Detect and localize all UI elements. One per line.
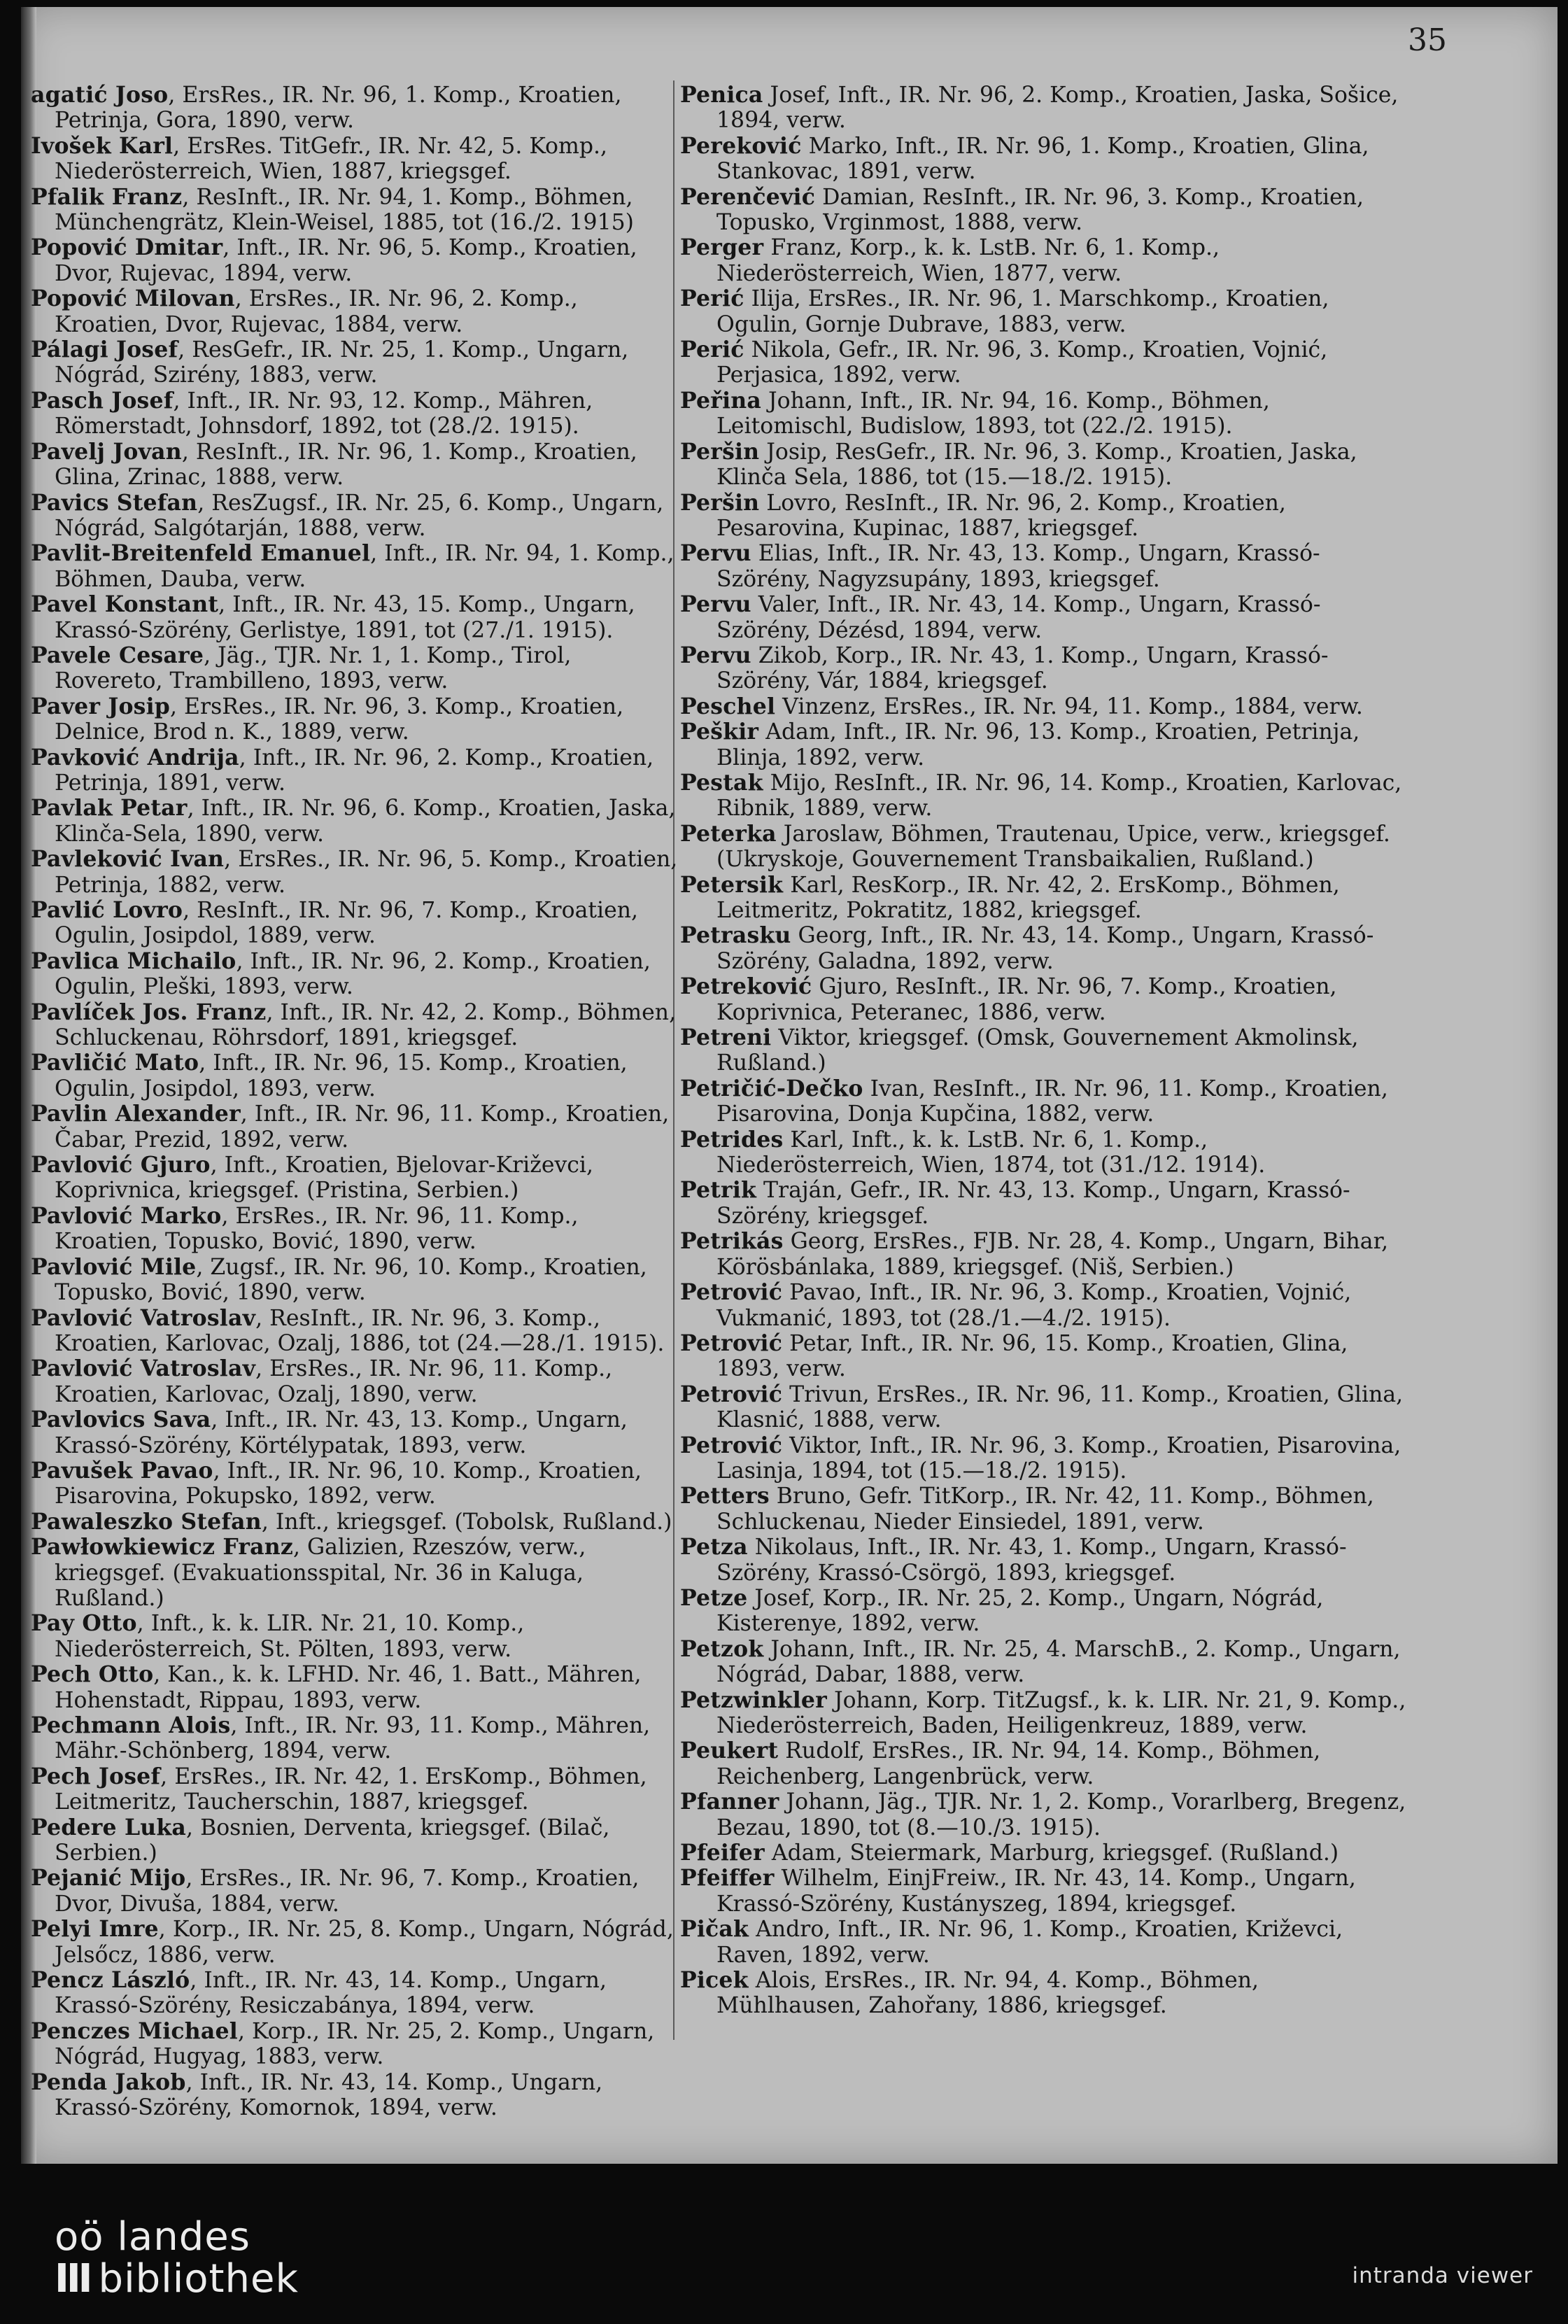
- entry-details: Georg, ErsRes., FJB. Nr. 28, 4. Komp., Ungarn, Bihar, Körösbánlaka, 1889, kriegsgef. (Niš, Serbien.): [716, 1229, 1389, 1280]
- entry-details: , ResInft., IR. Nr. 96, 3. Komp., Kroatien, Karlovac, Ozalj, 1886, tot (24.—28./1. 1915).: [55, 1305, 665, 1356]
- register-entry: [31, 439, 681, 491]
- entry-surname: Petrikás: [680, 1228, 784, 1255]
- register-entry: [680, 337, 1408, 388]
- entry-surname: Pavlović Gjuro: [31, 1152, 211, 1178]
- register-entry: [31, 1917, 681, 1968]
- register-entry: [680, 491, 1408, 542]
- register-entry: [31, 1407, 681, 1458]
- entry-details: Nikolaus, Inft., IR. Nr. 43, 1. Komp., Ungarn, Krassó-Szörény, Krassó-Csörgö, 1893, kriegsgef.: [716, 1535, 1347, 1586]
- register-entry: [680, 134, 1408, 185]
- entry-surname: Pavlica Michailo: [31, 948, 236, 974]
- register-entry: [680, 1382, 1408, 1433]
- register-entry: [680, 873, 1408, 924]
- entry-surname: Perić: [680, 286, 744, 312]
- entry-details: , Inft., IR. Nr. 96, 15. Komp., Kroatien, Ogulin, Josipdol, 1893, verw.: [55, 1050, 628, 1101]
- entry-surname: Peukert: [680, 1738, 779, 1764]
- register-entry: [680, 1917, 1408, 1968]
- logo-text-line-1: oö landes: [55, 2214, 250, 2260]
- entry-surname: Pavlović Marko: [31, 1202, 222, 1229]
- entry-details: Traján, Gefr., IR. Nr. 43, 13. Komp., Ungarn, Krassó-Szörény, kriegsgef.: [716, 1178, 1350, 1229]
- register-entry: [680, 1076, 1408, 1127]
- register-entry: [680, 1738, 1408, 1789]
- entry-surname: Petrović: [680, 1279, 783, 1306]
- entry-surname: Pfalik Franz: [31, 183, 183, 210]
- register-entry: [680, 1280, 1408, 1331]
- register-entry: [680, 185, 1408, 236]
- entry-surname: Perić: [680, 337, 744, 363]
- entry-details: , Inft., IR. Nr. 43, 15. Komp., Ungarn, Krassó-Szörény, Gerlistye, 1891, tot (27./1. 1915).: [55, 592, 635, 643]
- entry-details: , Inft., IR. Nr. 43, 14. Komp., Ungarn, Krassó-Szörény, Komornok, 1894, verw.: [55, 2069, 603, 2121]
- entry-details: , ResInft., IR. Nr. 96, 7. Komp., Kroatien, Ogulin, Josipdol, 1889, verw.: [55, 898, 639, 949]
- register-entry: [31, 592, 681, 643]
- entry-surname: Pechmann Alois: [31, 1712, 231, 1738]
- entry-details: Gjuro, ResInft., IR. Nr. 96, 7. Komp., Kroatien, Koprivnica, Peteranec, 1886, verw.: [716, 974, 1337, 1025]
- entry-details: , ResInft., IR. Nr. 94, 1. Komp., Böhmen, Münchengrätz, Klein-Weisel, 1885, tot (16./2. 1915): [55, 184, 634, 236]
- entry-surname: Pavel Konstant: [31, 591, 219, 618]
- entry-details: , Inft., IR. Nr. 43, 14. Komp., Ungarn, Krassó-Szörény, Resiczabánya, 1894, verw.: [55, 1968, 607, 2019]
- register-entry: [680, 974, 1408, 1025]
- entry-details: Johann, Inft., IR. Nr. 94, 16. Komp., Böhmen, Leitomischl, Budislow, 1893, tot (22./2. 1915).: [716, 388, 1270, 439]
- entry-details: Nikola, Gefr., IR. Nr. 96, 3. Komp., Kroatien, Vojnić, Perjasica, 1892, verw.: [716, 337, 1328, 388]
- register-entry: [680, 83, 1408, 134]
- entry-surname: Penda Jakob: [31, 2069, 186, 2095]
- register-entry: [31, 1662, 681, 1713]
- entry-surname: Pawłowkiewicz Franz: [31, 1534, 293, 1561]
- entry-details: Johann, Jäg., TJR. Nr. 1, 2. Komp., Vorarlberg, Bregenz, Bezau, 1890, tot (8.—10./3. 1915).: [716, 1789, 1406, 1840]
- entry-surname: Petrović: [680, 1381, 783, 1407]
- entry-surname: Pestak: [680, 769, 763, 796]
- entry-details: Ilija, ErsRes., IR. Nr. 96, 1. Marschkomp., Kroatien, Ogulin, Gornje Dubrave, 1883, verw.: [716, 286, 1329, 337]
- entry-surname: Pfeiffer: [680, 1865, 775, 1892]
- entry-details: Trivun, ErsRes., IR. Nr. 96, 11. Komp., Kroatien, Glina, Klasnić, 1888, verw.: [716, 1381, 1404, 1433]
- entry-details: Damian, ResInft., IR. Nr. 96, 3. Komp., Kroatien, Topusko, Vrginmost, 1888, verw.: [716, 184, 1364, 236]
- register-entry: [31, 1153, 681, 1204]
- entry-surname: Pičak: [680, 1916, 749, 1943]
- entry-details: Pavao, Inft., IR. Nr. 96, 3. Komp., Kroatien, Vojnić, Vukmanić, 1893, tot (28./1.—4./2. 1915).: [716, 1280, 1352, 1331]
- register-entry: [31, 1968, 681, 2019]
- entry-details: , ResInft., IR. Nr. 96, 1. Komp., Kroatien, Glina, Zrinac, 1888, verw.: [55, 439, 637, 491]
- entry-details: Vinzenz, ErsRes., IR. Nr. 94, 11. Komp., 1884, verw.: [775, 693, 1363, 719]
- entry-details: , ErsRes., IR. Nr. 96, 5. Komp., Kroatien, Petrinja, 1882, verw.: [55, 847, 678, 898]
- entry-details: Zikob, Korp., IR. Nr. 43, 1. Komp., Ungarn, Krassó-Szörény, Vár, 1884, kriegsgef.: [716, 642, 1329, 694]
- entry-details: Petar, Inft., IR. Nr. 96, 15. Komp., Kroatien, Glina, 1893, verw.: [716, 1330, 1348, 1382]
- entry-details: , Inft., IR. Nr. 93, 11. Komp., Mähren, Mähr.-Schönberg, 1894, verw.: [55, 1713, 651, 1764]
- register-entry: [680, 388, 1408, 439]
- register-entry: [680, 719, 1408, 770]
- entry-details: Alois, ErsRes., IR. Nr. 94, 4. Komp., Böhmen, Mühlhausen, Zahořany, 1886, kriegsgef.: [716, 1968, 1259, 2019]
- entry-details: , Inft., IR. Nr. 93, 12. Komp., Mähren, Römerstadt, Johnsdorf, 1892, tot (28./2. 1915).: [55, 388, 593, 439]
- entry-surname: Pervu: [680, 642, 751, 668]
- register-entry: [680, 1229, 1408, 1280]
- entry-surname: Pech Josef: [31, 1763, 161, 1789]
- register-entry: [680, 1331, 1408, 1382]
- register-entry: [31, 541, 681, 592]
- entry-details: Elias, Inft., IR. Nr. 43, 13. Komp., Ungarn, Krassó-Szörény, Nagyzsupány, 1893, kriegsgef.: [716, 541, 1320, 592]
- entry-surname: Peterka: [680, 820, 777, 847]
- register-entry: [680, 1968, 1408, 2019]
- entry-details: , ResZugsf., IR. Nr. 25, 6. Komp., Ungarn, Nógrád, Salgótarján, 1888, verw.: [55, 490, 664, 541]
- register-entry: [680, 1025, 1408, 1076]
- entry-details: Jaroslaw, Böhmen, Trautenau, Upice, verw., kriegsgef. (Ukryskoje, Gouvernement Transbaikalien, Rußland.): [716, 821, 1390, 873]
- entry-details: , ErsRes., IR. Nr. 96, 3. Komp., Kroatien, Delnice, Brod n. K., 1889, verw.: [55, 693, 624, 745]
- entry-surname: Pavušek Pavao: [31, 1457, 213, 1484]
- entry-details: , ResGefr., IR. Nr. 25, 1. Komp., Ungarn, Nógrád, Szirény, 1883, verw.: [55, 337, 629, 388]
- register-entry: [31, 491, 681, 542]
- register-entry: [31, 694, 681, 745]
- entry-surname: Pavlak Petar: [31, 795, 188, 822]
- entry-surname: Pay Otto: [31, 1610, 137, 1637]
- entry-details: , Inft., IR. Nr. 43, 13. Komp., Ungarn, Krassó-Szörény, Körtélypatak, 1893, verw.: [55, 1407, 628, 1458]
- register-entry: [680, 643, 1408, 694]
- register-entry: [680, 1433, 1408, 1484]
- entry-surname: Petze: [680, 1584, 748, 1611]
- register-entry: [31, 1815, 681, 1866]
- entry-surname: Pavlíček Jos. Franz: [31, 999, 267, 1025]
- register-entry: [31, 1509, 681, 1535]
- entry-details: , Inft., IR. Nr. 94, 1. Komp., Böhmen, Dauba, verw.: [55, 541, 674, 592]
- entry-surname: Petzok: [680, 1635, 764, 1662]
- register-entry: [31, 185, 681, 236]
- logo-text-bibliothek: bibliothek: [98, 2256, 299, 2302]
- register-entry: [680, 1178, 1408, 1229]
- entry-surname: Paver Josip: [31, 693, 170, 719]
- entry-surname: Pavlin Alexander: [31, 1101, 241, 1127]
- entry-surname: Pálagi Josef: [31, 337, 178, 363]
- register-entry: [31, 1204, 681, 1255]
- register-entry: [31, 1764, 681, 1815]
- register-entry: [680, 541, 1408, 592]
- register-entry: [31, 337, 681, 388]
- entry-details: , Inft., Kroatien, Bjelovar-Križevci, Koprivnica, kriegsgef. (Pristina, Serbien.): [55, 1153, 593, 1204]
- register-entry: [680, 1789, 1408, 1840]
- entry-details: , Korp., IR. Nr. 25, 8. Komp., Ungarn, Nógrád, Jelsőcz, 1886, verw.: [55, 1917, 674, 1968]
- entry-surname: Pereković: [680, 132, 802, 159]
- entry-details: , ErsRes., IR. Nr. 96, 2. Komp., Kroatien, Dvor, Rujevac, 1884, verw.: [55, 286, 578, 337]
- register-entry: [680, 439, 1408, 491]
- entry-surname: Pedere Luka: [31, 1814, 187, 1840]
- entry-details: Andro, Inft., IR. Nr. 96, 1. Komp., Kroatien, Križevci, Raven, 1892, verw.: [716, 1917, 1343, 1968]
- entry-surname: Pfeifer: [680, 1840, 765, 1866]
- entry-surname: Pavlić Lovro: [31, 897, 183, 923]
- entry-surname: Petza: [680, 1534, 748, 1561]
- entry-surname: Peřina: [680, 387, 761, 414]
- entry-details: Josip, ResGefr., IR. Nr. 96, 3. Komp., Kroatien, Jaska, Klinča Sela, 1886, tot (15.—18./2. 1915).: [716, 439, 1357, 491]
- entry-details: , Inft., IR. Nr. 96, 5. Komp., Kroatien, Dvor, Rujevac, 1894, verw.: [55, 235, 637, 286]
- entry-details: Rudolf, ErsRes., IR. Nr. 94, 14. Komp., Böhmen, Reichenberg, Langenbrück, verw.: [716, 1738, 1321, 1789]
- entry-details: , ErsRes., IR. Nr. 42, 1. ErsKomp., Böhmen, Leitmeritz, Taucherschin, 1887, kriegsgef.: [55, 1763, 647, 1815]
- entry-details: Marko, Inft., IR. Nr. 96, 1. Komp., Kroatien, Glina, Stankovac, 1891, verw.: [716, 133, 1369, 185]
- register-entry: [31, 643, 681, 694]
- register-entry: [31, 1866, 681, 1917]
- entry-surname: Penczes Michael: [31, 2017, 238, 2044]
- register-entry: [680, 1535, 1408, 1586]
- entry-surname: Perger: [680, 234, 764, 261]
- entry-surname: Petters: [680, 1483, 770, 1509]
- page-number: 35: [1408, 22, 1447, 58]
- entry-surname: Petrides: [680, 1126, 784, 1153]
- register-entry: [680, 694, 1408, 719]
- register-entry: [680, 923, 1408, 974]
- library-logo[interactable]: [55, 2214, 299, 2302]
- entry-details: Karl, Inft., k. k. LstB. Nr. 6, 1. Komp., Niederösterreich, Wien, 1874, tot (31./12. 1914).: [716, 1127, 1266, 1178]
- entry-surname: Pejanić Mijo: [31, 1865, 186, 1892]
- entry-details: , Inft., IR. Nr. 96, 10. Komp., Kroatien, Pisarovina, Pokupsko, 1892, verw.: [55, 1458, 642, 1509]
- entry-surname: Peršin: [680, 438, 760, 465]
- entry-details: , Zugsf., IR. Nr. 96, 10. Komp., Kroatien, Topusko, Bović, 1890, verw.: [55, 1254, 647, 1306]
- entry-surname: Pasch Josef: [31, 387, 174, 414]
- entry-details: Viktor, Inft., IR. Nr. 96, 3. Komp., Kroatien, Pisarovina, Lasinja, 1894, tot (15.—18./2. 1915).: [716, 1432, 1401, 1484]
- register-entry: [31, 286, 681, 337]
- entry-details: Adam, Inft., IR. Nr. 96, 13. Komp., Kroatien, Petrinja, Blinja, 1892, verw.: [716, 719, 1360, 770]
- entry-details: Lovro, ResInft., IR. Nr. 96, 2. Komp., Kroatien, Pesarovina, Kupinac, 1887, kriegsgef.: [716, 490, 1286, 541]
- register-entry: [680, 822, 1408, 873]
- register-entry: [31, 1356, 681, 1407]
- entry-surname: Pavleković Ivan: [31, 846, 225, 873]
- entry-surname: Petričić-Dečko: [680, 1075, 863, 1101]
- scanned-page: [21, 7, 1558, 2164]
- entry-surname: Pavličić Mato: [31, 1050, 199, 1076]
- entry-surname: Petzwinkler: [680, 1686, 827, 1713]
- entry-details: , Inft., IR. Nr. 96, 11. Komp., Kroatien, Čabar, Prezid, 1892, verw.: [55, 1101, 670, 1153]
- entry-surname: Pavics Stefan: [31, 489, 198, 516]
- entry-details: , Kan., k. k. LFHD. Nr. 46, 1. Batt., Mähren, Hohenstadt, Rippau, 1893, verw.: [55, 1662, 642, 1713]
- logo-text-line-2: [55, 2258, 299, 2301]
- entry-details: Johann, Inft., IR. Nr. 25, 4. MarschB., 2. Komp., Ungarn, Nógrád, Dabar, 1888, verw.: [716, 1636, 1401, 1688]
- entry-surname: Peršin: [680, 489, 760, 516]
- entry-surname: Petrović: [680, 1432, 783, 1458]
- entry-surname: Petrasku: [680, 922, 791, 949]
- entry-details: , Inft., kriegsgef. (Tobolsk, Rußland.): [261, 1509, 672, 1535]
- register-entry: [31, 949, 681, 1000]
- viewer-brand-label[interactable]: intranda viewer: [1352, 2263, 1533, 2288]
- register-entry: [31, 898, 681, 949]
- entry-details: Josef, Korp., IR. Nr. 25, 2. Komp., Ungarn, Nógrád, Kisterenye, 1892, verw.: [716, 1585, 1324, 1637]
- entry-surname: Pavelj Jovan: [31, 438, 182, 465]
- entry-details: , ErsRes., IR. Nr. 96, 1. Komp., Kroatien, Petrinja, Gora, 1890, verw.: [55, 83, 622, 134]
- entry-surname: Ivošek Karl: [31, 132, 174, 159]
- register-entry: [31, 796, 681, 847]
- entry-surname: Pavlit-Breitenfeld Emanuel: [31, 540, 371, 567]
- entry-surname: Popović Milovan: [31, 286, 235, 312]
- entry-details: Ivan, ResInft., IR. Nr. 96, 11. Komp., Kroatien, Pisarovina, Donja Kupčina, 1882, verw.: [716, 1076, 1388, 1127]
- register-entry: [680, 592, 1408, 643]
- entry-surname: Petrik: [680, 1177, 757, 1204]
- logo-bars-icon: III: [55, 2256, 90, 2302]
- register-entry: [680, 286, 1408, 337]
- entry-surname: Popović Dmitar: [31, 234, 223, 261]
- entry-details: , ErsRes., IR. Nr. 96, 11. Komp., Kroatien, Karlovac, Ozalj, 1890, verw.: [55, 1356, 613, 1407]
- register-entry: [680, 1688, 1408, 1739]
- entry-surname: Pavlovics Sava: [31, 1407, 211, 1433]
- entry-details: , Inft., IR. Nr. 96, 2. Komp., Kroatien, Petrinja, 1891, verw.: [55, 745, 654, 796]
- entry-surname: Pavlović Mile: [31, 1253, 197, 1280]
- register-entry: [31, 1458, 681, 1509]
- entry-surname: Petreković: [680, 973, 812, 1000]
- entry-details: , Inft., k. k. LIR. Nr. 21, 10. Komp., Niederösterreich, St. Pölten, 1893, verw.: [55, 1611, 525, 1662]
- entry-surname: agatić Joso: [31, 82, 169, 108]
- register-entry: [31, 1713, 681, 1764]
- entry-details: , Inft., IR. Nr. 96, 6. Komp., Kroatien, Jaska, Klinča-Sela, 1890, verw.: [55, 796, 676, 847]
- register-entry: [680, 1484, 1408, 1535]
- entry-surname: Pavlović Vatroslav: [31, 1355, 256, 1382]
- register-entry: [31, 1535, 681, 1611]
- entry-surname: Penica: [680, 82, 763, 108]
- entry-surname: Perenčević: [680, 183, 816, 210]
- entry-details: Josef, Inft., IR. Nr. 96, 2. Komp., Kroatien, Jaska, Sošice, 1894, verw.: [716, 83, 1399, 134]
- entry-details: , Inft., IR. Nr. 96, 2. Komp., Kroatien, Ogulin, Pleški, 1893, verw.: [55, 948, 651, 1000]
- register-entry: [680, 1586, 1408, 1637]
- entry-surname: Picek: [680, 1967, 749, 1994]
- register-entry: [31, 1611, 681, 1662]
- register-entry: [680, 770, 1408, 822]
- entry-details: , ErsRes., IR. Nr. 96, 7. Komp., Kroatien, Dvor, Divuša, 1884, verw.: [55, 1866, 640, 1917]
- entry-surname: Peschel: [680, 693, 776, 719]
- entry-surname: Petrović: [680, 1330, 783, 1356]
- entry-surname: Pavlović Vatroslav: [31, 1304, 256, 1331]
- register-entry: [31, 2070, 681, 2121]
- entry-surname: Pavele Cesare: [31, 642, 204, 668]
- entry-surname: Pencz László: [31, 1967, 190, 1994]
- register-entry: [31, 847, 681, 898]
- entry-details: Georg, Inft., IR. Nr. 43, 14. Komp., Ungarn, Krassó-Szörény, Galadna, 1892, verw.: [716, 923, 1374, 974]
- entry-surname: Pelyi Imre: [31, 1916, 159, 1943]
- entry-details: , Bosnien, Derventa, kriegsgef. (Bilač, Serbien.): [55, 1815, 610, 1866]
- register-entry: [31, 1101, 681, 1153]
- entry-details: Valer, Inft., IR. Nr. 43, 14. Komp., Ungarn, Krassó-Szörény, Dézésd, 1894, verw.: [716, 592, 1321, 643]
- entry-details: , Korp., IR. Nr. 25, 2. Komp., Ungarn, Nógrád, Hugyag, 1883, verw.: [55, 2018, 655, 2070]
- entry-surname: Pavković Andrija: [31, 744, 239, 770]
- entry-surname: Pawaleszko Stefan: [31, 1508, 262, 1535]
- entry-surname: Petersik: [680, 871, 784, 898]
- register-entry: [680, 1840, 1408, 1866]
- entry-details: Franz, Korp., k. k. LstB. Nr. 6, 1. Komp., Niederösterreich, Wien, 1877, verw.: [716, 235, 1220, 286]
- register-entry: [680, 1866, 1408, 1917]
- entry-details: Wilhelm, EinjFreiw., IR. Nr. 43, 14. Komp., Ungarn, Krassó-Szörény, Kustányszeg, 1894, kriegsgef.: [716, 1866, 1356, 1917]
- entry-surname: Pech Otto: [31, 1661, 154, 1688]
- left-column: [31, 83, 681, 2121]
- entry-details: Mijo, ResInft., IR. Nr. 96, 14. Komp., Kroatien, Karlovac, Ribnik, 1889, verw.: [716, 770, 1402, 822]
- register-entry: [31, 83, 681, 134]
- register-entry: [31, 134, 681, 185]
- register-entry: [680, 235, 1408, 286]
- entry-details: , Inft., IR. Nr. 42, 2. Komp., Böhmen, Schluckenau, Röhrsdorf, 1891, kriegsgef.: [55, 999, 677, 1051]
- entry-surname: Pfanner: [680, 1789, 779, 1815]
- right-column: [680, 83, 1408, 2019]
- entry-details: Bruno, Gefr. TitKorp., IR. Nr. 42, 11. Komp., Böhmen, Schluckenau, Nieder Einsiedel, 1891, verw.: [716, 1484, 1374, 1535]
- entry-details: , Galizien, Rzeszów, verw., kriegsgef. (Evakuationsspital, Nr. 36 in Kaluga, Rußland.): [55, 1535, 586, 1611]
- entry-surname: Petreni: [680, 1024, 772, 1051]
- register-entry: [31, 1050, 681, 1101]
- entry-details: , Jäg., TJR. Nr. 1, 1. Komp., Tirol, Rovereto, Trambilleno, 1893, verw.: [55, 642, 572, 694]
- register-entry: [31, 1306, 681, 1357]
- register-entry: [31, 388, 681, 439]
- entry-details: Karl, ResKorp., IR. Nr. 42, 2. ErsKomp., Böhmen, Leitmeritz, Pokratitz, 1882, kriegsgef.: [716, 872, 1340, 923]
- entry-details: Johann, Korp. TitZugsf., k. k. LIR. Nr. 21, 9. Komp., Niederösterreich, Baden, Heiligenkreuz, 1889, verw.: [716, 1687, 1406, 1738]
- entry-surname: Pervu: [680, 591, 751, 618]
- register-entry: [31, 745, 681, 796]
- entry-details: , ErsRes. TitGefr., IR. Nr. 42, 5. Komp., Niederösterreich, Wien, 1887, kriegsgef.: [55, 133, 608, 185]
- register-entry: [680, 1127, 1408, 1178]
- entry-surname: Pervu: [680, 540, 751, 567]
- register-entry: [31, 2019, 681, 2070]
- register-entry: [31, 1255, 681, 1306]
- register-entry: [31, 235, 681, 286]
- register-entry: [31, 1000, 681, 1051]
- entry-details: Viktor, kriegsgef. (Omsk, Gouvernement Akmolinsk, Rußland.): [716, 1025, 1359, 1076]
- entry-details: Adam, Steiermark, Marburg, kriegsgef. (Rußland.): [764, 1840, 1339, 1866]
- entry-surname: Peškir: [680, 719, 759, 745]
- entry-details: , ErsRes., IR. Nr. 96, 11. Komp., Kroatien, Topusko, Bović, 1890, verw.: [55, 1203, 579, 1255]
- register-entry: [680, 1637, 1408, 1688]
